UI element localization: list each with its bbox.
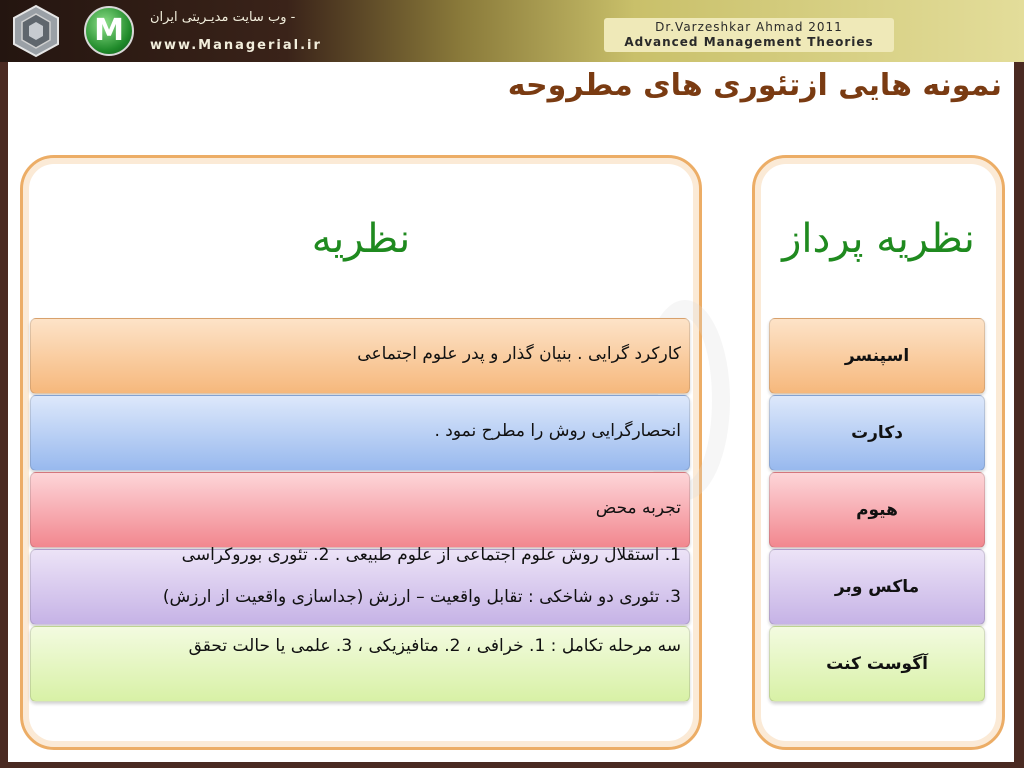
theorist-name: آگوست کنت: [769, 626, 985, 702]
theory-row: [30, 472, 690, 548]
theorist-heading: نظریه پرداز: [782, 216, 975, 262]
theorist-name: هیوم: [769, 472, 985, 548]
theory-row: [30, 545, 690, 625]
theory-text: انحصارگرایی روش را مطرح نمود .: [434, 421, 681, 441]
iran-emblem-icon: [8, 4, 64, 58]
theory-row: [30, 318, 690, 394]
site-url[interactable]: www.Managerial.ir: [150, 38, 322, 53]
managerial-logo-icon: M: [84, 6, 134, 56]
theory-text: تجربه محض: [595, 498, 681, 518]
credit-box: [604, 18, 894, 52]
theorist-name: ماکس وبر: [769, 549, 985, 625]
theory-text: 3. تئوری دو شاخکی : تقابل واقعیت – ارزش (جداسازی واقعیت از ارزش): [162, 587, 681, 607]
theory-heading: نظریه: [311, 216, 411, 262]
page-title: نمونه هایی ازتئوری های مطروحه: [507, 68, 1002, 103]
theorist-name: دکارت: [769, 395, 985, 471]
theory-text: سه مرحله تکامل : 1. خرافی ، 2. متافیزیکی ، 3. علمی یا حالت تحقق: [188, 636, 681, 656]
credit-author: Dr.Varzeshkar Ahmad 2011: [655, 20, 843, 34]
credit-course: Advanced Management Theories: [624, 35, 874, 49]
theory-row: [30, 395, 690, 471]
header-banner: [0, 0, 1024, 62]
theory-row: [30, 626, 690, 702]
theory-text: کارکرد گرایی . بنیان گذار و پدر علوم اجتماعی: [357, 344, 681, 364]
theory-text: 1. استقلال روش علوم اجتماعی از علوم طبیعی . 2. تئوری بوروکراسی: [181, 545, 681, 565]
theorist-name: اسپنسر: [769, 318, 985, 394]
site-name: - وب سایت مدیـریتی ایران: [150, 10, 296, 25]
